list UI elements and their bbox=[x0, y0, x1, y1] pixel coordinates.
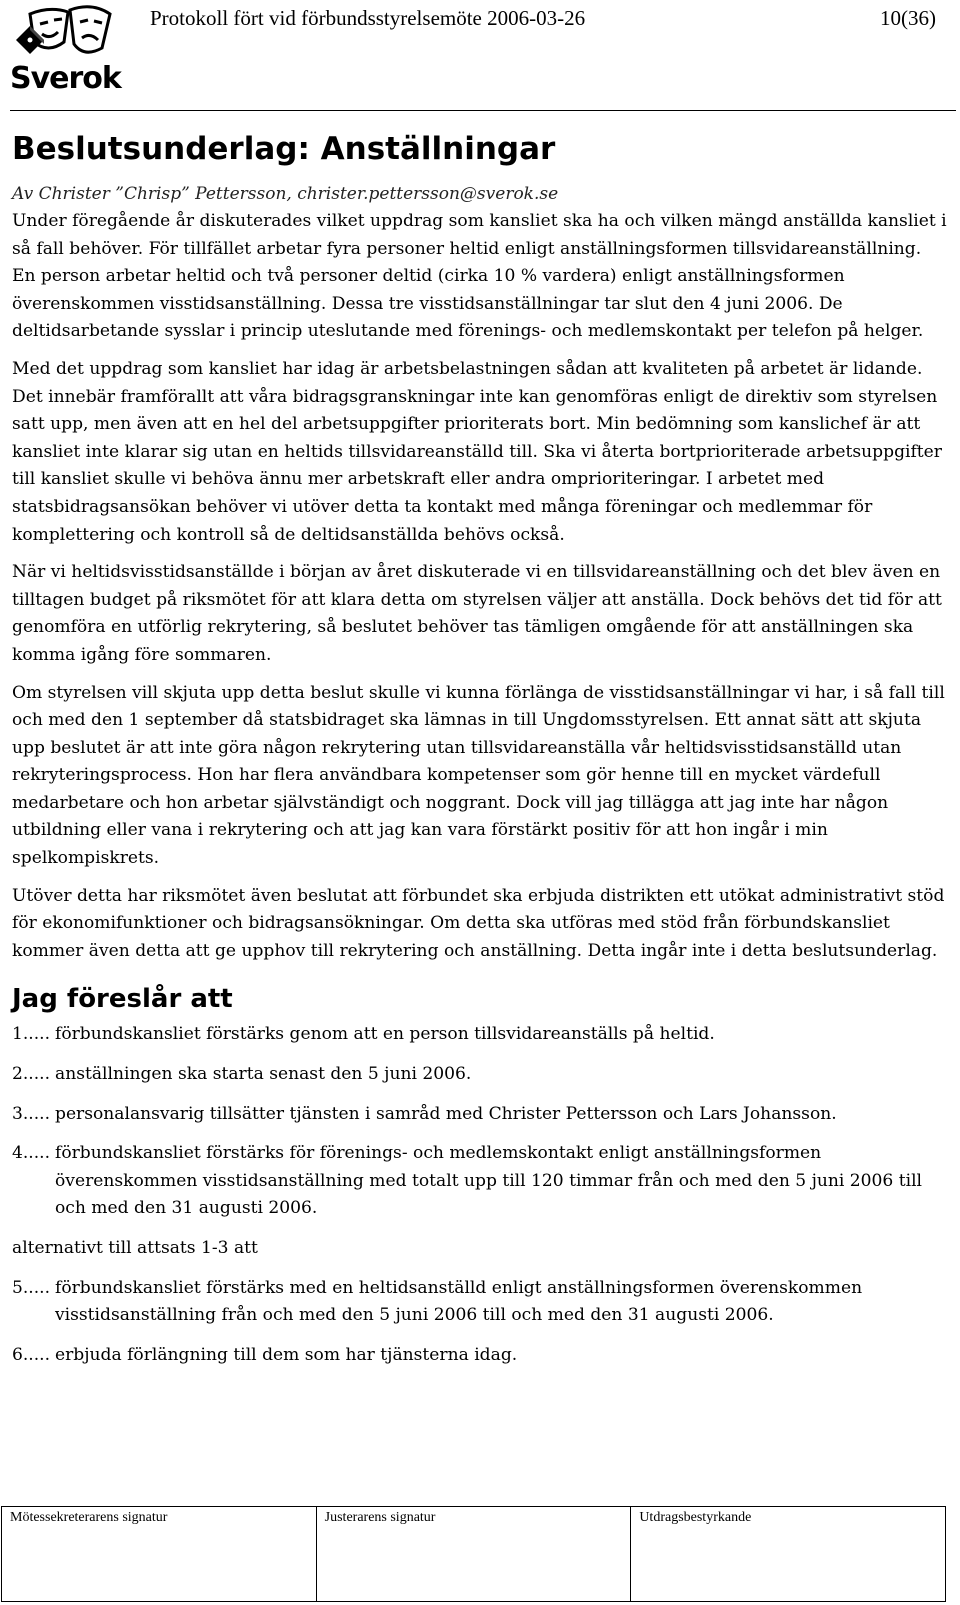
header-divider bbox=[10, 110, 956, 111]
paragraph: När vi heltidsvisstidsanställde i början av året diskuterade vi en tillsvidareanställning och det blev även en tilltagen budget på riksmötet för att klara detta om styrelsen väljer att anställa. Dock behövs det tid för att genomföra en utförlig rekrytering, så beslutet behöver tas tämligen omgående för att anställningen ska komma igång före sommaren. bbox=[12, 562, 942, 665]
proposal-item bbox=[12, 1275, 948, 1330]
page-number: 10(36) bbox=[880, 6, 936, 30]
proposal-number: 4..... bbox=[12, 1143, 51, 1164]
proposal-text: anställningen ska starta senast den 5 juni 2006. bbox=[55, 1064, 472, 1085]
sverok-logo bbox=[10, 4, 138, 96]
proposal-item bbox=[12, 1101, 948, 1129]
proposal-item bbox=[12, 1140, 948, 1223]
proposal-number: 1..... bbox=[12, 1024, 51, 1045]
signature-label: Justerarens signatur bbox=[324, 1510, 436, 1525]
proposal-number: 5..... bbox=[12, 1277, 51, 1298]
paragraph: Under föregående år diskuterades vilket uppdrag som kansliet ska ha och vilken mängd anställda kansliet i så fall behöver. För tillfället arbetar fyra personer heltid enligt anställningsformen tillsvidareanställning. En person arbetar heltid och två personer deltid (cirka 10 % vardera) enligt anställningsformen överenskommen visstidsanställning. Dessa tre visstidsanställningar tar slut den 4 juni 2006. De deltidsarbetande sysslar i princip uteslutande med förenings- och medlemskontakt per telefon på helger. bbox=[12, 211, 947, 342]
signature-label: Utdragsbestyrkande bbox=[639, 1510, 752, 1525]
signature-table bbox=[1, 1506, 946, 1602]
proposal-item bbox=[12, 1342, 948, 1370]
proposal-number: 3..... bbox=[12, 1103, 51, 1124]
proposal-text: förbundskansliet förstärks genom att en person tillsvidareanställs på heltid. bbox=[55, 1024, 715, 1045]
proposal-text: förbundskansliet förstärks för förenings- och medlemskontakt enligt anställningsformen överenskommen visstidsanställning med totalt upp till 120 timmar från och med den 5 juni 2006 till och med den 31 augusti 2006. bbox=[55, 1143, 923, 1219]
proposal-item bbox=[12, 1021, 948, 1049]
proposal-item bbox=[12, 1061, 948, 1089]
signature-box-certification[interactable] bbox=[631, 1507, 946, 1602]
alternative-note: alternativt till attsats 1-3 att bbox=[12, 1238, 258, 1258]
proposal-number: 6..... bbox=[12, 1344, 51, 1365]
paragraph: Om styrelsen vill skjuta upp detta beslut skulle vi kunna förlänga de visstidsanställningar vi har, i så fall till och med den 1 september då statsbidraget ska lämnas in till Ungdomsstyrelsen. Ett annat sätt att skjuta upp beslutet är att inte göra någon rekrytering utan tillsvidareanställa vår heltidsvisstidsanställd utan rekryteringsprocess. Hon har flera användbara kompetenser som gör henne till en mycket värdefull medarbetare och hon arbetar självständigt och noggrant. Dock vill jag tillägga att jag inte har någon utbildning eller vana i rekrytering och att jag kan vara förstärkt positiv för att hon ingår i min spelkompiskrets. bbox=[12, 682, 945, 869]
signature-box-adjuster[interactable] bbox=[316, 1507, 631, 1602]
theatre-masks-icon bbox=[10, 4, 138, 66]
paragraph: Med det uppdrag som kansliet har idag är arbetsbelastningen sådan att kvaliteten på arbetet är lidande. Det innebär framförallt att våra bidragsgranskningar inte kan genomföras enligt de direktiv som styrelsen satt upp, men även att en hel del arbetsuppgifter prioriterats bort. Min bedömning som kanslichef är att kansliet inte klarar sig utan en heltids tillsvidareanställd till. Ska vi återta bortprioriterade arbetsuppgifter till kansliet skulle vi behöva ännu mer arbetskraft eller andra omprioriteringar. I arbetet med statsbidragsansökan behöver vi utöver detta ta kontakt med många föreningar och medlemmar för komplettering och kontroll så de deltidsanställda behövs också. bbox=[12, 358, 942, 545]
signature-box-secretary[interactable] bbox=[2, 1507, 317, 1602]
document-body bbox=[12, 128, 948, 1381]
proposal-number: 2..... bbox=[12, 1064, 51, 1085]
document-title: Beslutsunderlag: Anställningar bbox=[12, 131, 556, 167]
paragraph: Utöver detta har riksmötet även beslutat att förbundet ska erbjuda distrikten ett utökat administrativt stöd för ekonomifunktioner och bidragsansökningar. Om detta ska utföras med stöd från förbundskansliet kommer även detta att ge upphov till rekrytering och anställning. Detta ingår inte i detta beslutsunderlag. bbox=[12, 885, 945, 961]
proposal-text: erbjuda förlängning till dem som har tjänsterna idag. bbox=[55, 1344, 518, 1365]
proposal-text: personalansvarig tillsätter tjänsten i samråd med Christer Pettersson och Lars Johansson. bbox=[55, 1103, 837, 1124]
author-line: Av Christer ”Chrisp” Pettersson, christer.pettersson@sverok.se bbox=[12, 184, 559, 204]
proposal-heading: Jag föreslår att bbox=[12, 984, 233, 1015]
logo-wordmark: Sverok bbox=[10, 61, 121, 96]
signature-label: Mötessekreterarens signatur bbox=[10, 1510, 168, 1525]
proposal-text: förbundskansliet förstärks med en heltidsanställd enligt anställningsformen överenskommen visstidsanställning från och med den 5 juni 2006 till och med den 31 augusti 2006. bbox=[55, 1277, 863, 1326]
header-title: Protokoll fört vid förbundsstyrelsemöte 2006-03-26 bbox=[150, 6, 586, 30]
